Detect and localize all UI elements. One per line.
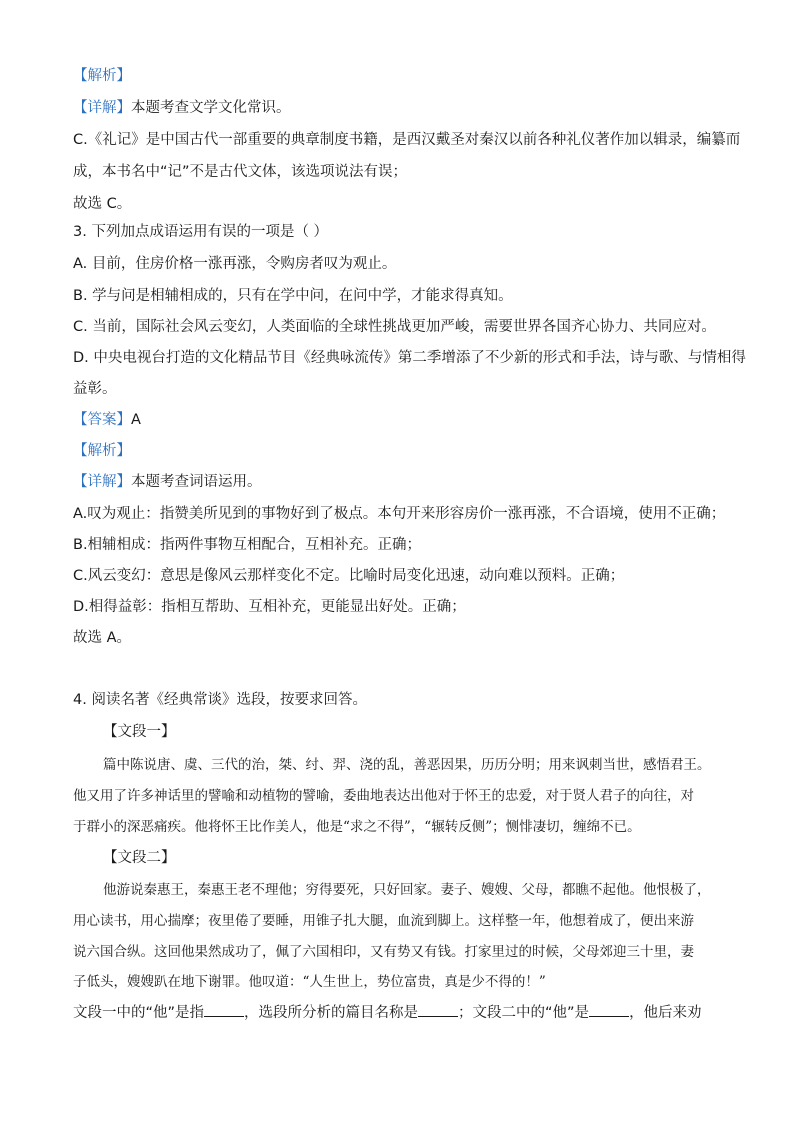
detail-text-2: 本题考查词语运用。 (131, 474, 262, 490)
passage-2-tag: 【文段二】 (103, 850, 176, 866)
choose-c: 故选 C。 (73, 196, 132, 212)
question-3-stem: 3. 下列加点成语运用有误的一项是（ ） (73, 224, 329, 240)
passage-2-line: 子低头，嫂嫂趴在地下谢罪。他叹道：“人生世上，势位富贵，真是少不得的！” (73, 974, 546, 990)
passage-1-line: 他又用了许多神话里的譬喻和动植物的譬喻，委曲地表达出他对于怀王的忠爱，对于贤人君子的向往，对 (73, 788, 694, 804)
passage-1-tag: 【文段一】 (103, 724, 176, 740)
q3-option-d-line-2: 益彰。 (73, 381, 117, 397)
detail-tag-2: 【详解】 (73, 474, 131, 490)
answer-line (73, 410, 141, 430)
analysis-label: 【解析】 (73, 68, 131, 84)
explanation-d: D.相得益彰：指相互帮助、互相补充，更能显出好处。正确； (73, 599, 466, 615)
answer-tag: 【答案】 (73, 412, 131, 428)
detail-tag: 【详解】 (73, 100, 131, 116)
c-explanation-line-2: 成，本书名中“记”不是古代文体，该选项说法有误； (73, 164, 408, 180)
answer-value: A (131, 412, 141, 428)
answer-blank-2[interactable] (418, 1002, 458, 1017)
c-explanation-line-1: C.《礼记》是中国古代一部重要的典章制度书籍，是西汉戴圣对秦汉以前各种礼仪著作加以辑录，编纂而 (73, 132, 741, 148)
question-4-fill-line (73, 1002, 702, 1023)
explanation-c: C.风云变幻：意思是像风云那样变化不定。比喻时局变化迅速，动向难以预料。正确； (73, 568, 625, 584)
q3-option-d-line-1: D. 中央电视台打造的文化精品节目《经典咏流传》第二季增添了不少新的形式和手法，诗与歌、与情相得 (73, 350, 746, 366)
choose-a: 故选 A。 (73, 630, 132, 646)
detail-line-2 (73, 472, 262, 492)
passage-1-line: 篇中陈说唐、虞、三代的治，桀、纣、羿、浇的乱，善恶因果，历历分明；用来讽刺当世，感悟君王。 (103, 757, 711, 773)
explanation-b: B.相辅相成：指两件事物互相配合，互相补充。正确； (73, 537, 422, 553)
fill-text-4: ，他后来劝 (629, 1005, 702, 1021)
analysis-label-2: 【解析】 (73, 443, 131, 459)
explanation-a: A.叹为观止：指赞美所见到的事物好到了极点。本句开来形容房价一涨再涨，不合语境，使用不正确； (73, 506, 726, 522)
detail-text: 本题考查文学文化常识。 (131, 100, 291, 116)
passage-2-line: 他游说秦惠王，秦惠王老不理他；穷得要死，只好回家。妻子、嫂嫂、父母，都瞧不起他。他恨极了， (103, 882, 711, 898)
passage-1-line: 于群小的深恶痛疾。他将怀王比作美人，他是“求之不得”，“辗转反侧”；恻悱凄切，缠绵不已。 (73, 819, 641, 835)
q3-option-a: A. 目前，住房价格一涨再涨，令购房者叹为观止。 (73, 256, 397, 272)
answer-blank-1[interactable] (204, 1002, 244, 1017)
detail-line (73, 98, 291, 118)
passage-2-line: 说六国合纵。这回他果然成功了，佩了六国相印，又有势又有钱。打家里过的时候，父母郊迎三十里，妻 (73, 944, 694, 960)
q3-option-c: C. 当前，国际社会风云变幻，人类面临的全球性挑战更加严峻，需要世界各国齐心协力、共同应对。 (73, 319, 716, 335)
fill-text-1: 文段一中的“他”是指 (73, 1005, 205, 1021)
fill-text-3: ；文段二中的“他”是 (458, 1005, 590, 1021)
passage-2-line: 用心读书，用心揣摩；夜里倦了要睡，用锥子扎大腿，血流到脚上。这样整一年，他想着成了，便出来游 (73, 913, 694, 929)
question-4-stem: 4. 阅读名著《经典常谈》选段，按要求回答。 (73, 692, 367, 708)
fill-text-2: ，选段所分析的篇目名称是 (244, 1005, 419, 1021)
q3-option-b: B. 学与问是相辅相成的，只有在学中问，在问中学，才能求得真知。 (73, 288, 513, 304)
answer-blank-3[interactable] (589, 1002, 629, 1017)
